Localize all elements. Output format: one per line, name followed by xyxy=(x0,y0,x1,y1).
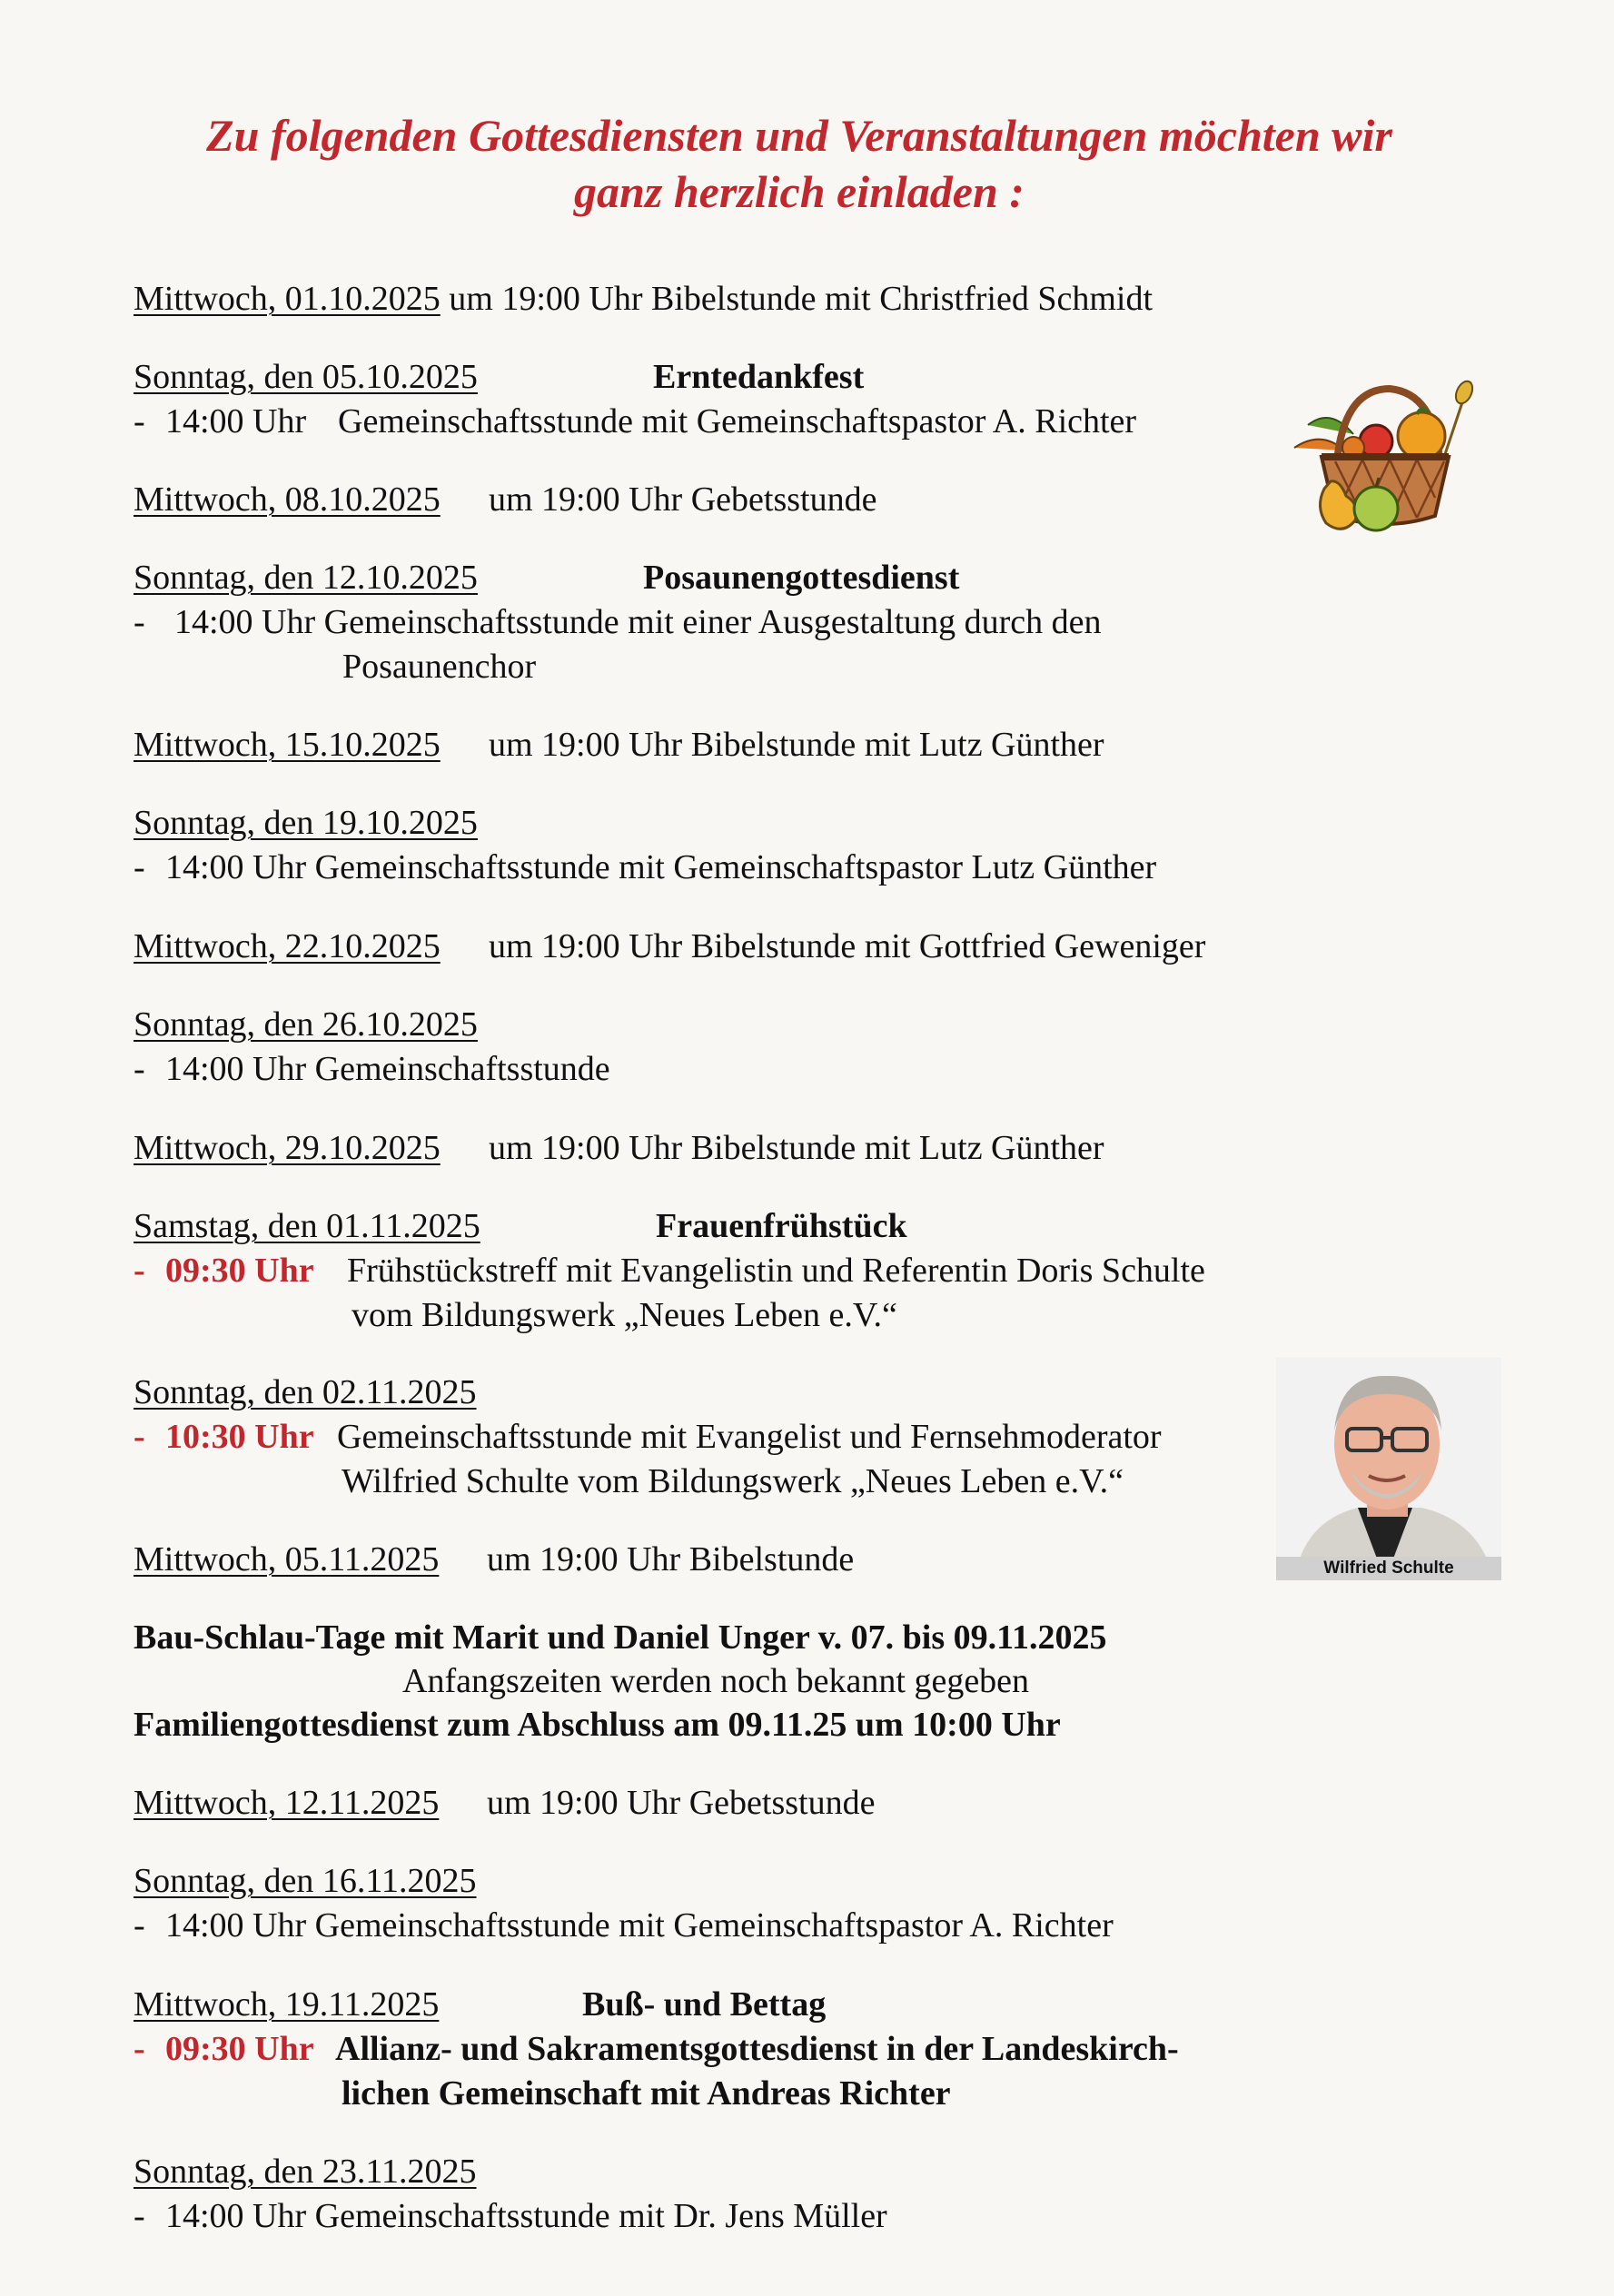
event-text: 14:00 Uhr Gemeinschaftsstunde mit einer Ausgestaltung durch den xyxy=(174,603,1102,641)
event-11-detail-cont xyxy=(342,1460,1124,1504)
event-text: Posaunenchor xyxy=(342,648,537,686)
event-date: Mittwoch, 01.10.2025 xyxy=(134,280,441,318)
event-1 xyxy=(134,278,1153,322)
event-time: 09:30 Uhr xyxy=(165,2030,314,2068)
event-4 xyxy=(134,557,960,600)
event-date: Mittwoch, 22.10.2025 xyxy=(134,927,441,965)
event-date: Mittwoch, 05.11.2025 xyxy=(134,1540,440,1578)
event-dash: - xyxy=(134,2030,145,2068)
bau-schlau-family-service: Familiengottesdienst zum Abschluss am 09.11.25 um 10:00 Uhr xyxy=(134,1706,1061,1744)
event-text: um 19:00 Uhr Bibelstunde mit Gottfried Geweniger xyxy=(489,927,1206,965)
event-text: um 19:00 Uhr Gebetsstunde xyxy=(487,1784,876,1822)
event-11-detail xyxy=(134,1416,1162,1460)
event-text: Allianz- und Sakramentsgottesdienst in der Landeskirch- xyxy=(335,2030,1179,2068)
bau-schlau-note: Anfangszeiten werden noch bekannt gegeben xyxy=(402,1662,1030,1700)
event-text: Frühstückstreff mit Evangelistin und Referentin Doris Schulte xyxy=(347,1252,1205,1290)
event-4-detail-cont xyxy=(342,646,536,689)
event-dash: - xyxy=(134,1050,145,1088)
event-dash: - xyxy=(134,1418,145,1456)
event-11 xyxy=(134,1371,477,1415)
event-date: Sonntag, den 26.10.2025 xyxy=(134,1005,478,1044)
event-dash: - xyxy=(134,1252,145,1290)
event-date: Sonntag, den 16.11.2025 xyxy=(134,1862,477,1900)
event-date: Mittwoch, 19.11.2025 xyxy=(134,1985,440,2024)
bau-schlau-headline: Bau-Schlau-Tage mit Marit und Daniel Unger v. 07. bis 09.11.2025 xyxy=(134,1618,1107,1657)
event-10-detail-cont xyxy=(352,1294,897,1338)
event-5 xyxy=(134,724,1104,767)
event-15-detail xyxy=(134,2028,1179,2072)
event-2-detail xyxy=(134,401,1137,444)
event-text: 14:00 Uhr Gemeinschaftsstunde mit Gemeinschaftspastor Lutz Günther xyxy=(165,848,1157,886)
event-10-detail xyxy=(134,1250,1205,1293)
event-text: um 19:00 Uhr Bibelstunde xyxy=(487,1540,855,1578)
event-text: lichen Gemeinschaft mit Andreas Richter xyxy=(342,2074,951,2113)
event-date: Sonntag, den 12.10.2025 xyxy=(134,559,478,597)
event-dash: - xyxy=(134,848,145,886)
page-title xyxy=(109,107,1490,220)
event-text: vom Bildungswerk „Neues Leben e.V.“ xyxy=(352,1296,897,1334)
harvest-basket-icon xyxy=(1290,371,1480,539)
event-text: um 19:00 Uhr Bibelstunde mit Christfried Schmidt xyxy=(449,280,1154,318)
event-heading: Frauenfrühstück xyxy=(656,1207,907,1245)
event-time: 10:30 Uhr xyxy=(165,1418,314,1456)
photo-caption: Wilfried Schulte xyxy=(1276,1557,1501,1580)
event-dash: - xyxy=(134,2197,145,2235)
event-text: um 19:00 Uhr Gebetsstunde xyxy=(489,480,877,519)
event-6-detail xyxy=(134,846,1157,890)
portrait-image xyxy=(1276,1358,1501,1580)
event-8-detail xyxy=(134,1048,610,1092)
event-heading: Erntedankfest xyxy=(653,358,865,396)
event-15-detail-cont xyxy=(342,2073,951,2116)
event-dash: - xyxy=(134,603,145,641)
event-date: Mittwoch, 08.10.2025 xyxy=(134,480,441,519)
event-text: Gemeinschaftsstunde mit Evangelist und Fernsehmoderator xyxy=(337,1418,1162,1456)
event-7 xyxy=(134,925,1206,969)
event-text: Gemeinschaftsstunde mit Gemeinschaftspastor A. Richter xyxy=(338,402,1137,440)
event-13 xyxy=(134,1782,876,1826)
event-date: Samstag, den 01.11.2025 xyxy=(134,1207,480,1245)
title-line-2: ganz herzlich einladen : xyxy=(574,166,1025,217)
event-14-detail xyxy=(134,1905,1114,1948)
event-heading: Posaunengottesdienst xyxy=(643,559,960,597)
event-3 xyxy=(134,479,877,522)
title-line-1: Zu folgenden Gottesdiensten und Veranstaltungen möchten wir xyxy=(206,110,1392,161)
event-date: Mittwoch, 12.11.2025 xyxy=(134,1784,440,1822)
event-2 xyxy=(134,356,865,400)
event-date: Sonntag, den 19.10.2025 xyxy=(134,804,478,842)
event-text: Wilfried Schulte vom Bildungswerk „Neues Leben e.V.“ xyxy=(342,1462,1124,1500)
event-date: Mittwoch, 15.10.2025 xyxy=(134,726,441,764)
event-12 xyxy=(134,1539,855,1582)
event-14 xyxy=(134,1860,477,1904)
event-text: um 19:00 Uhr Bibelstunde mit Lutz Günther xyxy=(489,1129,1104,1167)
event-15 xyxy=(134,1984,827,2027)
event-10 xyxy=(134,1205,907,1249)
event-date: Sonntag, den 02.11.2025 xyxy=(134,1373,477,1411)
event-8 xyxy=(134,1004,478,1047)
event-time: 09:30 Uhr xyxy=(165,1252,314,1290)
portrait-photo xyxy=(1276,1358,1501,1580)
event-dash: - xyxy=(134,1906,145,1945)
event-text: 14:00 Uhr Gemeinschaftsstunde mit Gemeinschaftspastor A. Richter xyxy=(165,1906,1114,1945)
event-text: um 19:00 Uhr Bibelstunde mit Lutz Günther xyxy=(489,726,1104,764)
event-dash: - xyxy=(134,402,145,440)
event-heading: Buß- und Bettag xyxy=(582,1985,827,2024)
event-9 xyxy=(134,1127,1104,1171)
event-date: Sonntag, den 05.10.2025 xyxy=(134,358,478,396)
event-text: 14:00 Uhr Gemeinschaftsstunde mit Dr. Jens Müller xyxy=(165,2197,887,2235)
event-6 xyxy=(134,802,478,846)
event-4-detail xyxy=(134,601,1102,645)
event-date: Sonntag, den 23.11.2025 xyxy=(134,2152,477,2191)
event-time: 14:00 Uhr xyxy=(165,402,307,440)
event-16-detail xyxy=(134,2195,887,2239)
event-16 xyxy=(134,2151,477,2194)
event-text: 14:00 Uhr Gemeinschaftsstunde xyxy=(165,1050,610,1088)
event-date: Mittwoch, 29.10.2025 xyxy=(134,1129,441,1167)
